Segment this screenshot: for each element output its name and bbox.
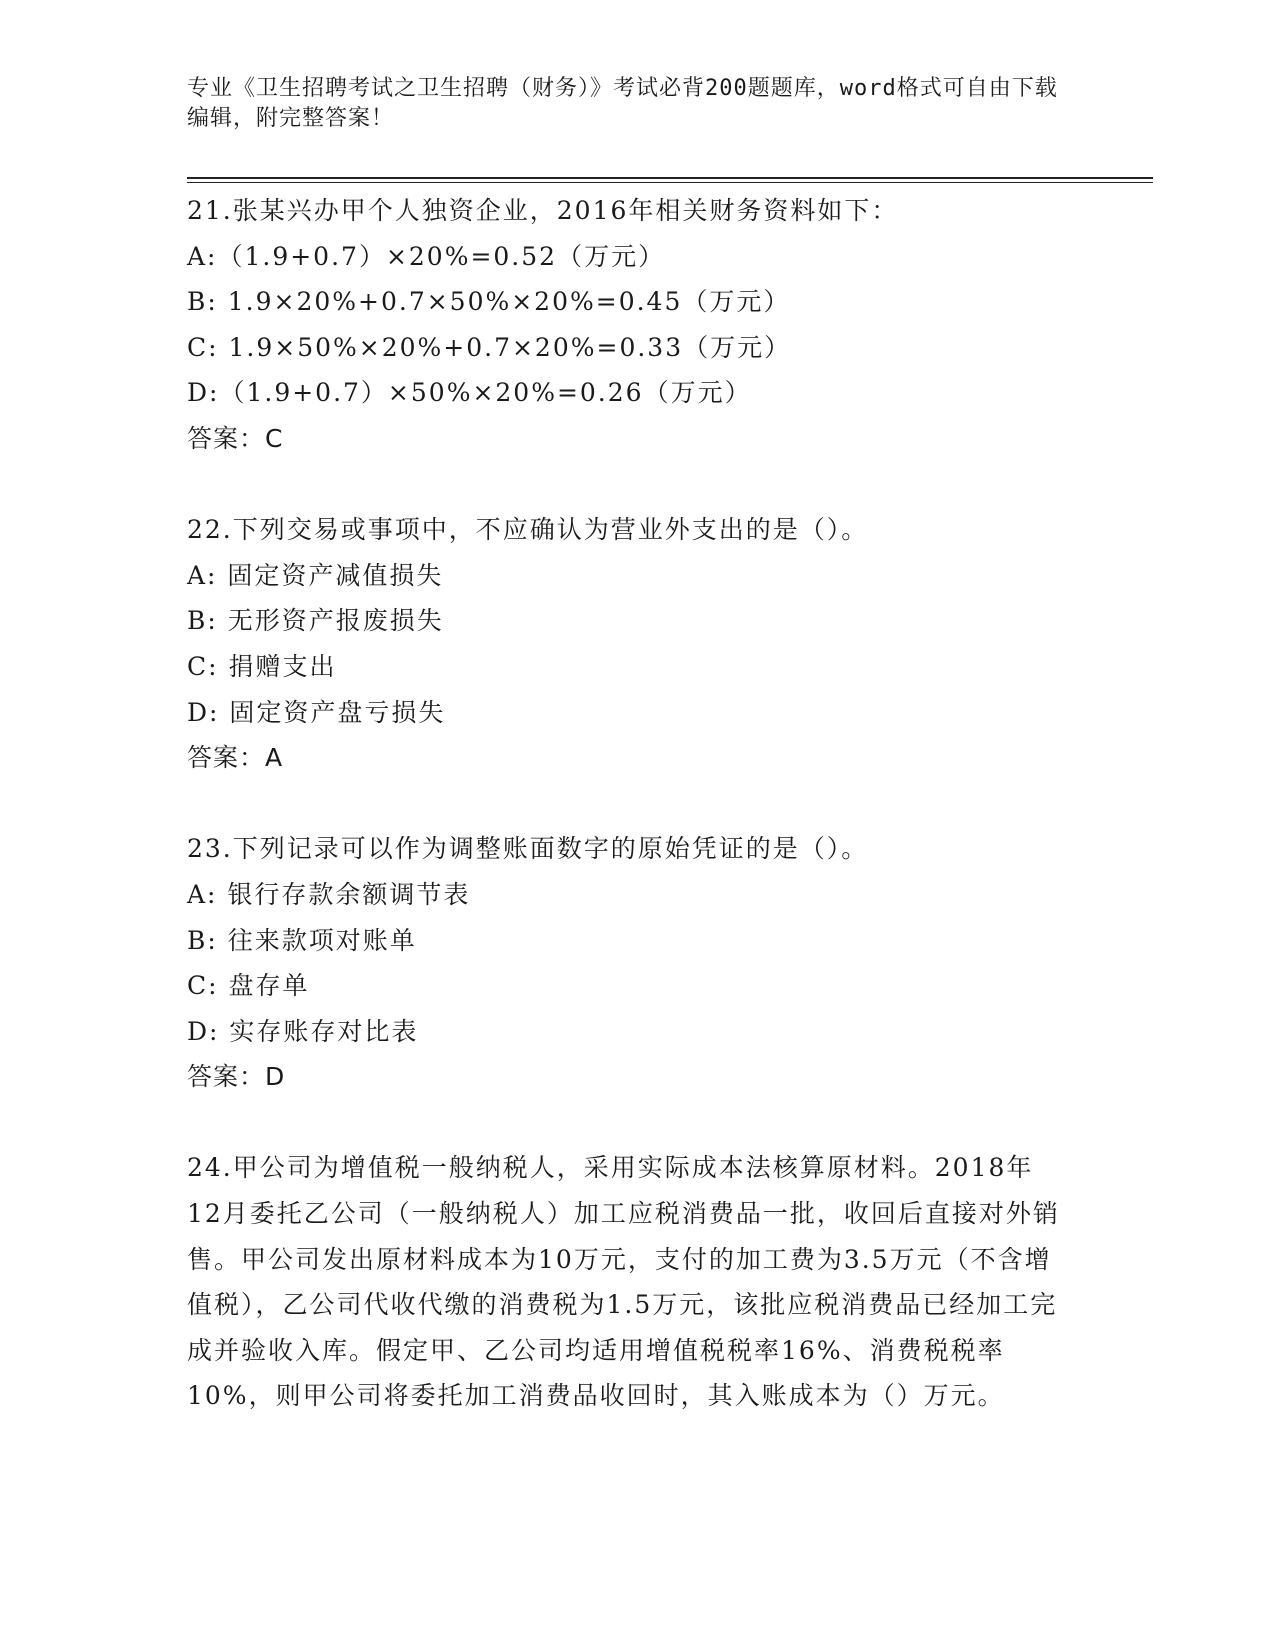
- question-23: [187, 826, 1087, 1100]
- option-a: A:（1.9+0.7）×20%=0.52（万元）: [187, 241, 666, 271]
- question-24: [187, 1145, 1087, 1419]
- question-22: [187, 507, 1087, 781]
- question-spacer: [187, 781, 1087, 827]
- header-intro-text: 专业《卫生招聘考试之卫生招聘（财务）》考试必背200题题库，word格式可自由下载编辑，附完整答案！: [187, 76, 1058, 131]
- question-stem: 24.甲公司为增值税一般纳税人，采用实际成本法核算原材料。2018年12月委托乙公司（一般纳税人）加工应税消费品一批，收回后直接对外销售。甲公司发出原材料成本为10万元，支付的加工费为3.5万元（不含增值税），乙公司代收代缴的消费税为1.5万元，该批应税消费品已经加工完成并验收入库。假定甲、乙公司均适用增值税税率16%、消费税税率10%，则甲公司将委托加工消费品收回时，其入账成本为（）万元。: [187, 1153, 1060, 1411]
- question-stem: 21.张某兴办甲个人独资企业，2016年相关财务资料如下：: [187, 196, 899, 225]
- question-spacer: [187, 462, 1087, 508]
- option-d: D:（1.9+0.7）×50%×20%=0.26（万元）: [187, 378, 752, 408]
- document-header: [187, 74, 1067, 134]
- option-a: A: 银行存款余额调节表: [187, 879, 471, 909]
- option-c: C: 捐赠支出: [187, 651, 337, 681]
- option-a: A: 固定资产减值损失: [187, 560, 444, 590]
- option-b: B: 无形资产报废损失: [187, 606, 444, 636]
- option-c: C: 1.9×50%×20%+0.7×20%=0.33（万元）: [187, 332, 792, 362]
- option-d: D: 实存账存对比表: [187, 1016, 419, 1046]
- answer-text: 答案：D: [187, 1062, 286, 1092]
- question-spacer: [187, 1100, 1087, 1146]
- option-d: D: 固定资产盘亏损失: [187, 697, 446, 727]
- answer-text: 答案：C: [187, 423, 284, 453]
- option-b: B: 1.9×20%+0.7×50%×20%=0.45（万元）: [187, 287, 791, 317]
- question-21: [187, 188, 1087, 462]
- answer-text: 答案：A: [187, 743, 284, 773]
- question-stem: 22.下列交易或事项中，不应确认为营业外支出的是（）。: [187, 515, 869, 545]
- header-divider-thick: [187, 177, 1153, 179]
- option-c: C: 盘存单: [187, 971, 310, 1001]
- question-stem: 23.下列记录可以作为调整账面数字的原始凭证的是（）。: [187, 834, 869, 864]
- header-divider-thin: [187, 182, 1153, 183]
- question-list: [187, 188, 1087, 1419]
- option-b: B: 往来款项对账单: [187, 925, 417, 955]
